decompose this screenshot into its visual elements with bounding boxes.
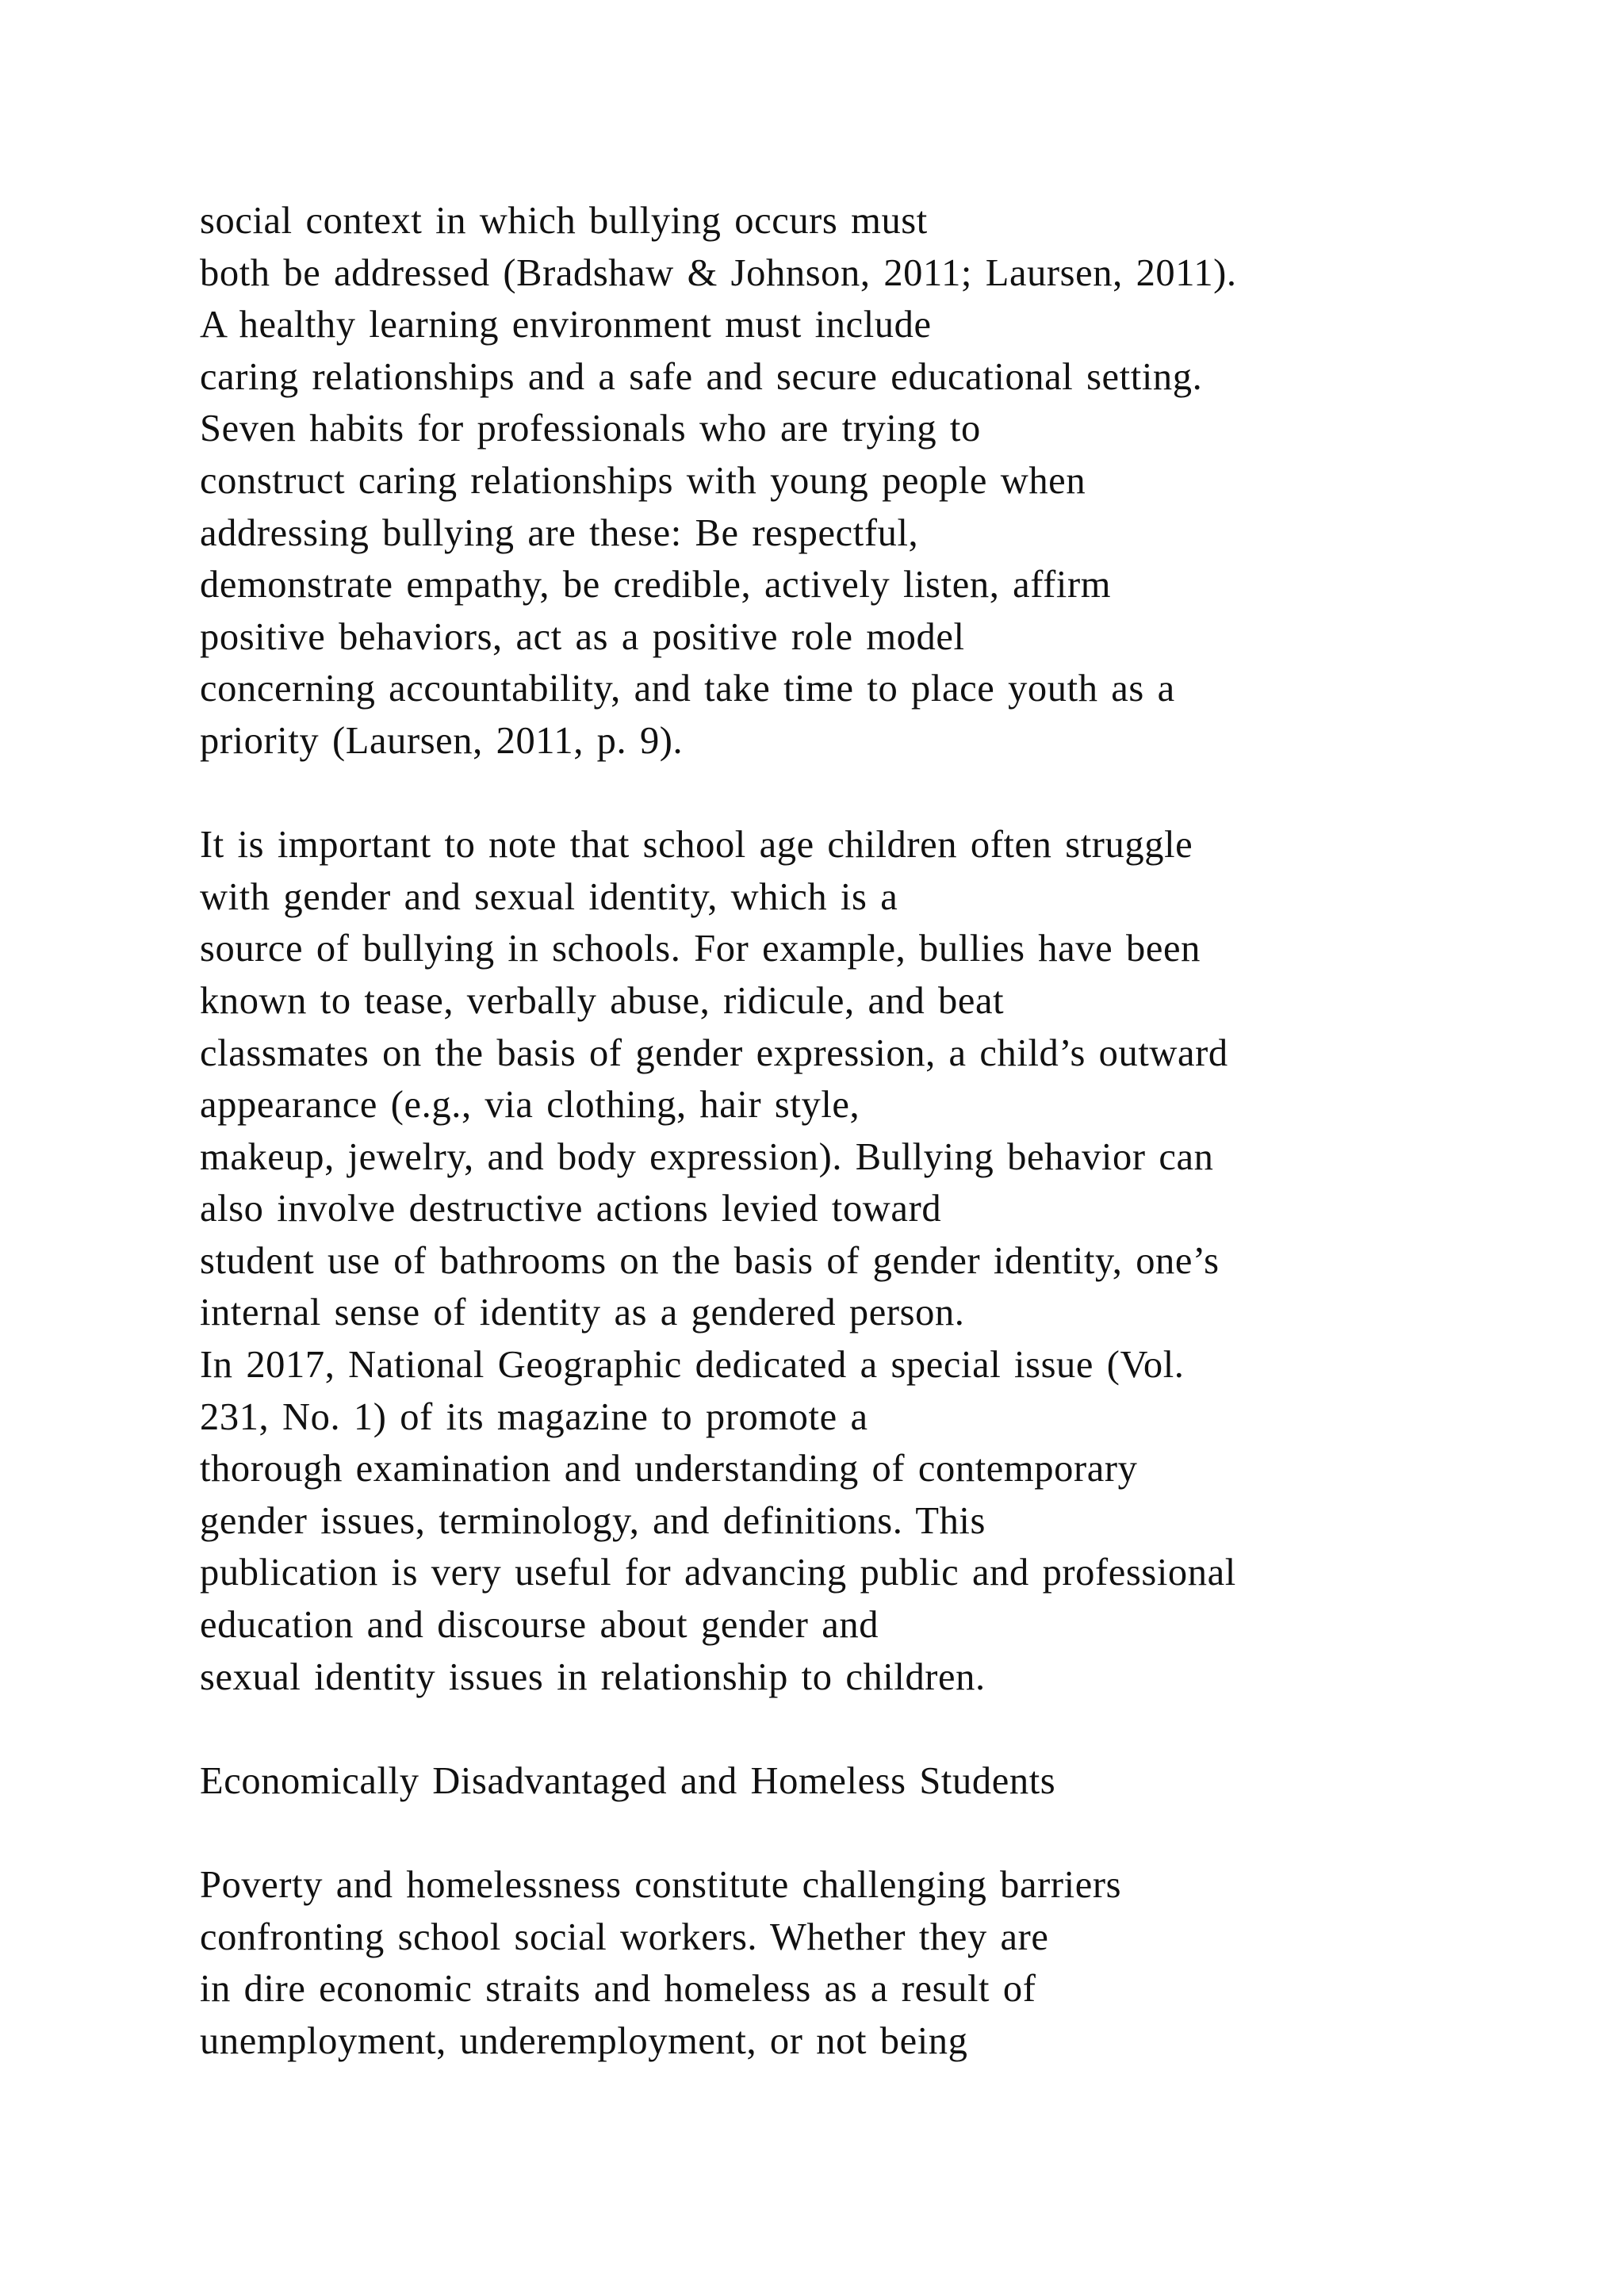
text-line: concerning accountability, and take time to place youth as a (200, 668, 1175, 710)
text-line: In 2017, National Geographic dedicated a special issue (Vol. (200, 1344, 1185, 1387)
text-line: construct caring relationships with young people when (200, 459, 1086, 502)
paragraph-1 (200, 195, 1611, 767)
text-line: Seven habits for professionals who are trying to (200, 408, 981, 450)
text-line: positive behaviors, act as a positive role model (200, 615, 965, 658)
document-body (200, 195, 1611, 2067)
paragraph-spacer (200, 1807, 1611, 1859)
text-line: addressing bullying are these: Be respectful, (200, 511, 919, 554)
text-line: internal sense of identity as a gendered person. (200, 1292, 965, 1334)
text-line: also involve destructive actions levied toward (200, 1188, 942, 1230)
text-line: in dire economic straits and homeless as a result of (200, 1968, 1036, 2011)
text-line: gender issues, terminology, and definitions. This (200, 1499, 986, 1542)
text-line: with gender and sexual identity, which is a (200, 875, 898, 918)
text-line: both be addressed (Bradshaw & Johnson, 2011; Laursen, 2011). (200, 251, 1237, 294)
text-line: Poverty and homelessness constitute challenging barriers (200, 1864, 1122, 1906)
paragraph-3 (200, 1859, 1611, 2067)
text-line: appearance (e.g., via clothing, hair style, (200, 1084, 860, 1127)
text-line: known to tease, verbally abuse, ridicule, and beat (200, 979, 1005, 1022)
paragraph-spacer (200, 767, 1611, 820)
text-line: education and discourse about gender and (200, 1604, 879, 1647)
section-heading: Economically Disadvantaged and Homeless Students (200, 1759, 1056, 1802)
text-line: publication is very useful for advancing public and professional (200, 1552, 1236, 1594)
text-line: student use of bathrooms on the basis of gender identity, one’s (200, 1239, 1220, 1282)
text-line: sexual identity issues in relationship to children. (200, 1655, 986, 1698)
text-line: 231, No. 1) of its magazine to promote a (200, 1395, 868, 1438)
text-line: thorough examination and understanding of contemporary (200, 1448, 1138, 1490)
text-line: A healthy learning environment must include (200, 304, 932, 346)
text-line: makeup, jewelry, and body expression). Bullying behavior can (200, 1135, 1214, 1178)
text-line: classmates on the basis of gender expression, a child’s outward (200, 1031, 1228, 1074)
text-line: source of bullying in schools. For example, bullies have been (200, 928, 1201, 970)
text-line: social context in which bullying occurs must (200, 200, 928, 242)
paragraph-2 (200, 819, 1611, 1703)
text-line: priority (Laursen, 2011, p. 9). (200, 719, 684, 762)
text-line: confronting school social workers. Whether they are (200, 1915, 1049, 1958)
text-line: unemployment, underemployment, or not being (200, 2019, 968, 2062)
text-line: caring relationships and a safe and secure educational setting. (200, 355, 1203, 398)
text-line: demonstrate empathy, be credible, actively listen, affirm (200, 564, 1112, 607)
paragraph-spacer (200, 1703, 1611, 1755)
text-line: It is important to note that school age children often struggle (200, 824, 1193, 867)
